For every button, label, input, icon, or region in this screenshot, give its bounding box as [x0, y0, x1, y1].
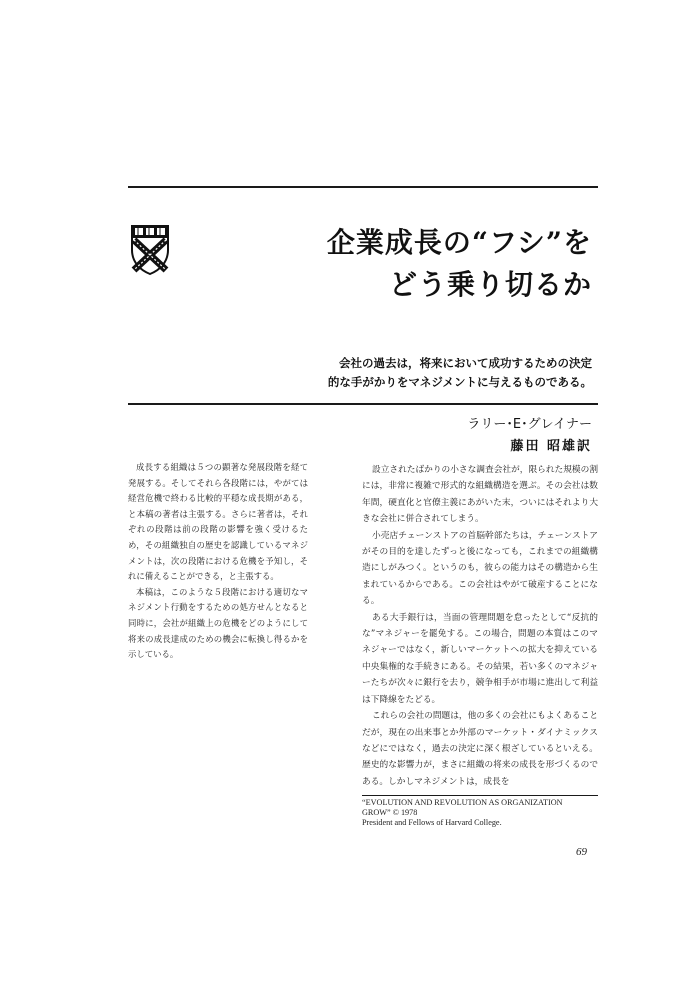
page-number: 69: [576, 846, 587, 858]
harvard-shield-icon: [130, 224, 170, 276]
body-paragraph: ある大手銀行は，当面の管理問題を怠ったとして“反抗的な”マネジャーを罷免する。この場合，問題の本質はこのマネジャーではなく，新しいマーケットへの拡大を抑えている中央集権的な手続きにある。その結果，若い多くのマネジャーたちが次々に銀行を去り，競争相手が市場に進出して利益は下降線をたどる。: [362, 612, 598, 705]
footnote-line-3: President and Fellows of Harvard College.: [362, 818, 502, 827]
subtitle-line-1: 会社の過去は，将来において成功するための決定: [339, 356, 592, 370]
body-column: [362, 462, 598, 790]
footnote-line-2: GROW” © 1978: [362, 808, 418, 817]
author-name: ラリー･E･グレイナー: [467, 417, 592, 432]
title-line-1: 企業成長の“フシ”を: [326, 226, 592, 259]
title-line-2: どう乗り切るか: [388, 268, 592, 301]
translator-name: 藤田 昭雄訳: [510, 439, 592, 454]
summary-column: [128, 460, 308, 663]
top-rule: [128, 186, 598, 188]
subtitle-line-2: 的な手がかりをマネジメントに与えるものである。: [327, 375, 592, 389]
byline-rule: [128, 403, 598, 405]
footnote-line-1: “EVOLUTION AND REVOLUTION AS ORGANIZATION: [362, 798, 563, 807]
body-paragraph: 小売店チェーンストアの首脳幹部たちは，チェーンストアがその目的を達したずっと後になっても，これまでの組織構造にしがみつく。というのも，彼らの能力はその構造から生まれているからである。この会社はやがて破産することになる。: [362, 530, 598, 607]
article-subtitle: [328, 354, 592, 392]
summary-paragraph: 成長する組織は５つの顕著な発展段階を経て発展する。そしてそれら各段階には，やがては経営危機で終わる比較的平穏な成長期がある，と本稿の著者は主張する。さらに著者は，それぞれの段階は前の段階の影響を強く受けるため，その組織独自の歴史を認識しているマネジメントは，次の段階における危機を予知し，それに備えることができる，と主張する。: [128, 462, 308, 582]
footnote-rule: [362, 795, 598, 796]
body-paragraph: これらの会社の問題は，他の多くの会社にもよくあることだが，現在の出来事とか外部のマーケット・ダイナミックスなどにではなく，過去の決定に深く根ざしているといえる。歴史的な影響力が，まさに組織の将来の成長を形づくるのである。しかしマネジメントは，成長を: [362, 711, 598, 787]
copyright-footnote: [362, 798, 602, 828]
byline: [467, 414, 592, 458]
summary-paragraph: 本稿は，このような５段階における適切なマネジメント行動をするための処方せんとなると同時に，会社が組織上の危機をどのようにして将来の成長達成のための機会に転換し得るかを示している。: [128, 586, 308, 660]
body-paragraph: 設立されたばかりの小さな調査会社が，限られた規模の割には，非常に複雑で形式的な組織構造を選ぶ。その会社は数年間，硬直化と官僚主義にあがいた末，ついにはそれより大きな会社に併合されてしまう。: [362, 465, 598, 525]
article-title: [327, 222, 592, 306]
